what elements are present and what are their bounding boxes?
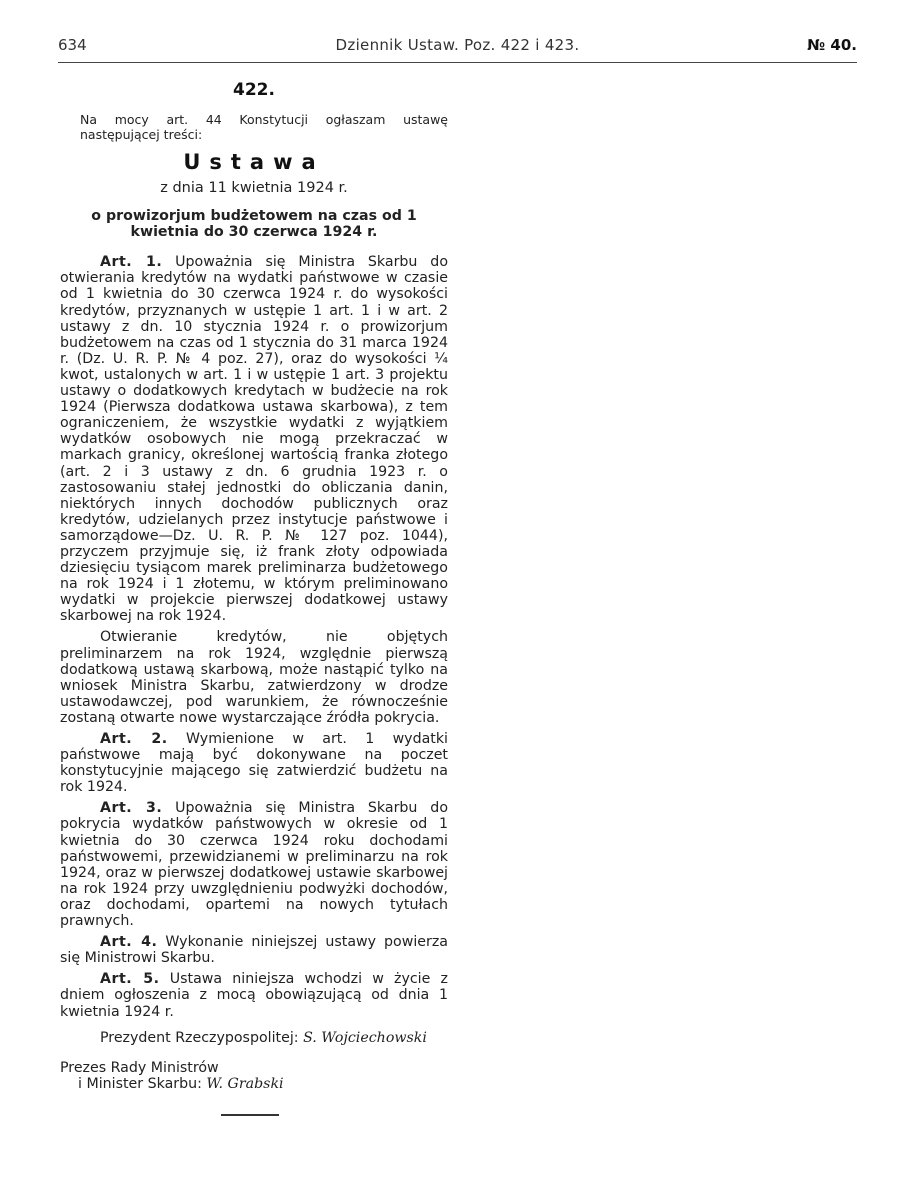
article-text: Wykonanie niniejszej ustawy powierza się Ministrowi Skarbu.: [60, 934, 448, 967]
president-label: Prezydent Rzeczypospolitej:: [100, 1029, 299, 1046]
article-1-continuation: Otwieranie kredytów, nie objętych preliminarzem na rok 1924, względnie pierwszą dodatkową ustawą skarbową, może nastąpić tylko na wniosek Ministra Skarbu, zatwierdzony w drodze ustawodawczej, pod warunkiem, że równocześnie zostaną otwarte nowe wystarczające źródła pokrycia.: [60, 629, 448, 726]
article-2: [60, 731, 448, 795]
article-text: Upoważnia się Ministra Skarbu do otwierania kredytów na wydatki państwowe w czasie od 1 kwietnia do 30 czerwca 1924 r. do wysokości kredytów, przyznanych w ustępie 1 art. 1 i w art. 2 ustawy z dn. 10 stycznia 1924 r. o prowizorjum budżetowem na czas od 1 stycznia do 31 marca 1924 r. (Dz. U. R. P. № 4 poz. 27), oraz do wysokości ¼ kwot, ustalonych w art. 1 i w ustępie 1 art. 3 projektu ustawy o dodatkowych kredytach w budżecie na rok 1924 (Pierwsza dodatkowa ustawa skarbowa), z tem ograniczeniem, że wszystkie wydatki z wyjątkiem wydatków osobowych nie mogą przekraczać w markach granicy, określonej wartością franka złotego (art. 2 i 3 ustawy z dn. 6 grudnia 1923 r. o zastosowaniu stałej jednostki do obliczania danin, niektórych innych dochodów publicznych oraz kredytów, udzielanych przez instytucje państwowe i samorządowe—Dz. U. R. P. № 127 poz. 1044), przyczem przyjmuje się, iż frank złoty odpowiada dziesięciu tysiącom marek preliminarza budżetowego na rok 1924 i 1 złotemu, w którym preliminowano wydatki w projekcie pierwszej dodatkowej ustawy skarbowej na rok 1924.: [60, 254, 448, 625]
page-header: [58, 36, 857, 62]
article-text: Upoważnia się Ministra Skarbu do pokrycia wydatków państwowych w okresie od 1 kwietnia do 30 czerwca 1924 roku dochodami państwowemi, przewidzianemi w preliminarzu na rok 1924, oraz w pierwszej dodatkowej ustawie skarbowej na rok 1924 przy uwzględnieniu podwyżki dochodów, oraz dochodami, opartemi na nowych tytułach prawnych.: [60, 800, 448, 930]
end-rule: [221, 1114, 279, 1116]
item-number: 422.: [233, 80, 275, 100]
article-4: [60, 934, 448, 966]
minister-name: W. Grabski: [206, 1075, 284, 1092]
article-5: [60, 971, 448, 1019]
article-label: Art. 4.: [100, 934, 158, 951]
running-title: Dziennik Ustaw. Poz. 422 i 423.: [335, 36, 580, 54]
article-text: Wymienione w art. 1 wydatki państwowe mają być dokonywane na poczet konstytucyjnie mającego się zatwierdzić budżetu na rok 1924.: [60, 731, 448, 796]
minister-label: i Minister Skarbu:: [78, 1075, 202, 1092]
president-signature: [60, 1030, 448, 1046]
signatures: [60, 1030, 448, 1092]
president-name: S. Wojciechowski: [303, 1029, 427, 1046]
article-3: [60, 800, 448, 929]
minister-signature: [78, 1076, 448, 1092]
act-subject: o prowizorjum budżetowem na czas od 1 kwietnia do 30 czerwca 1924 r.: [91, 208, 417, 241]
page-number: 634: [58, 36, 87, 54]
act-date: z dnia 11 kwietnia 1924 r.: [160, 180, 348, 197]
promulgation-intro: Na mocy art. 44 Konstytucji ogłaszam ustawę następującej treści:: [80, 112, 448, 143]
header-rule: [58, 62, 857, 63]
article-text: Ustawa niniejsza wchodzi w życie z dniem ogłoszenia z mocą obowiązującą od dnia 1 kwietnia 1924 r.: [60, 971, 448, 1020]
text-column: [60, 76, 448, 1092]
act-title: Ustawa: [183, 150, 325, 175]
issue-number: № 40.: [807, 36, 857, 54]
article-label: Art. 1.: [100, 254, 163, 271]
article-label: Art. 2.: [100, 731, 168, 747]
minister-title: Prezes Rady Ministrów: [60, 1059, 219, 1076]
article-1: [60, 254, 448, 624]
article-label: Art. 3.: [100, 800, 163, 817]
article-label: Art. 5.: [100, 971, 160, 988]
